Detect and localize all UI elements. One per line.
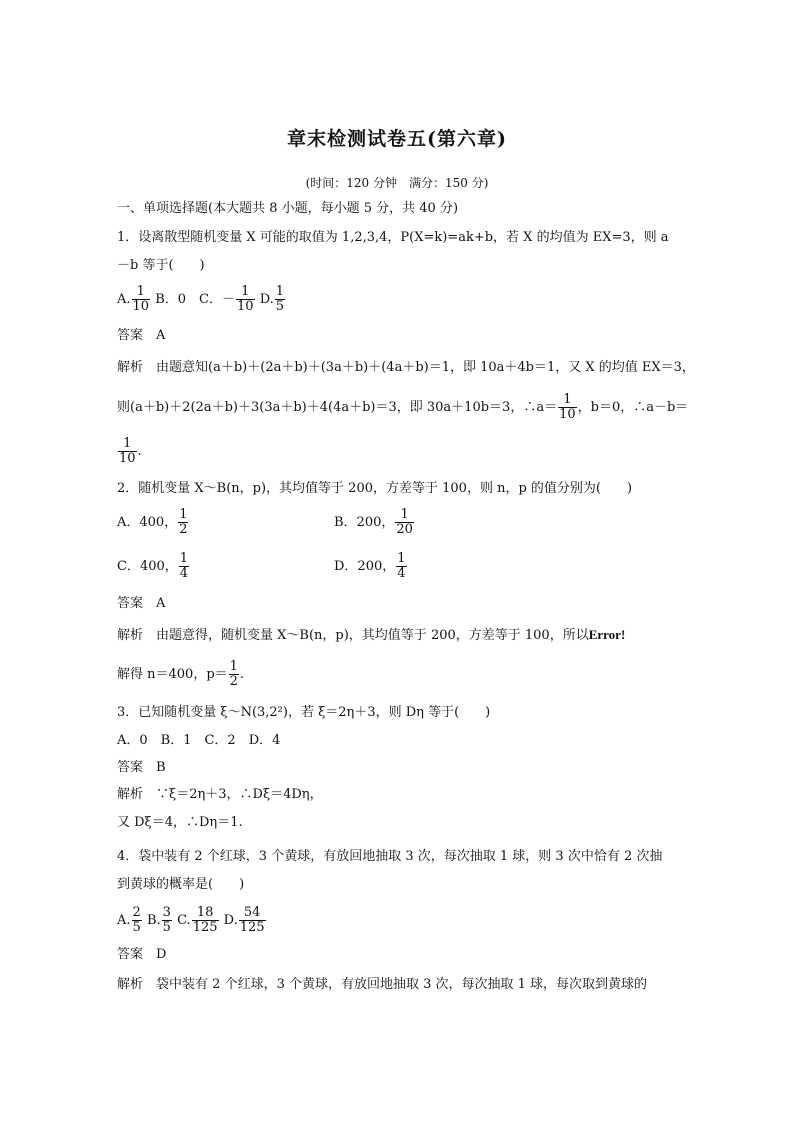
q2-option-c: C．400， $\frac{1}{4}$ [117, 551, 189, 581]
q1-option-a-label: A. [117, 292, 131, 307]
q3-options: A．0 B．1 C．2 D．4 [117, 733, 281, 748]
q1-solution-fraction-b: $\frac{1}{10}$ [119, 436, 136, 466]
q2-answer: 答案 A [117, 596, 166, 611]
q1-option-bc-label: B．0 C．－ [155, 292, 235, 307]
q1-option-c-fraction: $\frac{1}{10}$ [237, 284, 254, 314]
q1-option-d-fraction: $\frac{1}{5}$ [275, 284, 285, 314]
q4-stem-line2: 到黄球的概率是( ) [117, 877, 245, 892]
q4-options: A. $\frac{2}{5}$ B. $\frac{3}{5}$ C. $\frac{18}{125}$ D. $\frac{54}{125}$ [117, 905, 265, 935]
q1-option-d-label: D. [259, 292, 274, 307]
q2-option-d: D．200， $\frac{1}{4}$ [334, 551, 406, 581]
q3-answer: 答案 B [117, 760, 166, 775]
error-text: Error! [588, 627, 626, 642]
q2-stem: 2．随机变量 X～B(n，p)，其均值等于 200，方差等于 100，则 n，p 的值分别为( ) [117, 481, 633, 496]
q1-options [117, 285, 286, 314]
q3-stem: 3．已知随机变量 ξ～N(3,2²)，若 ξ＝2η＋3，则 Dη 等于( ) [117, 705, 491, 720]
q1-solution-line3: $\frac{1}{10}$ . [119, 436, 142, 466]
q1-solution-line1: 解析 由题意知(a＋b)＋(2a＋b)＋(3a＋b)＋(4a＋b)＝1，即 10a＋4b＝1，又 X 的均值 EX＝3， [117, 360, 695, 375]
q1-stem-line1: 1．设离散型随机变量 X 可能的取值为 1,2,3,4，P(X=k)=ak+b，若 X 的均值为 EX=3，则 a [117, 230, 669, 245]
q4-answer: 答案 D [117, 947, 167, 962]
q1-solution-line2: 则(a＋b)＋2(2a＋b)＋3(3a＋b)＋4(4a＋b)＝3，即 30a＋10b＝3，∴a＝ $\frac{1}{10}$ ，b＝0，∴a－b＝ [117, 392, 689, 422]
section-heading: 一、单项选择题(本大题共 8 小题，每小题 5 分，共 40 分) [117, 201, 459, 216]
q1-stem-line2: －b 等于( ) [117, 258, 205, 273]
q3-solution-line1: 解析 ∵ξ＝2η＋3，∴Dξ＝4Dη， [117, 787, 323, 802]
q1-answer: 答案 A [117, 328, 166, 343]
q4-stem-line1: 4．袋中装有 2 个红球，3 个黄球，有放回地抽取 3 次，每次抽取 1 球，则 3 次中恰有 2 次抽 [117, 849, 663, 864]
q2-option-a: A．400， $\frac{1}{2}$ [117, 507, 188, 537]
q3-solution-line2: 又 Dξ＝4，∴Dη＝1. [117, 815, 243, 830]
q4-solution-line1: 解析 袋中装有 2 个红球，3 个黄球，有放回地抽取 3 次，每次抽取 1 球，每次取到黄球的 [117, 977, 648, 992]
exam-meta: (时间：120 分钟 满分：150 分) [305, 176, 489, 190]
q1-option-a-fraction: $\frac{1}{10}$ [132, 284, 150, 314]
q2-option-b: B．200， $\frac{1}{20}$ [334, 507, 413, 537]
q2-solution-line1: 解析 由题意得，随机变量 X～B(n，p)，其均值等于 200，方差等于 100，所以Error! [117, 627, 626, 643]
q1-solution-fraction-a: $\frac{1}{10}$ [559, 392, 576, 422]
q2-solution-line2: 解得 n＝400，p＝ $\frac{1}{2}$ . [117, 659, 245, 689]
page-title: 章末检测试卷五(第六章) [287, 128, 507, 150]
